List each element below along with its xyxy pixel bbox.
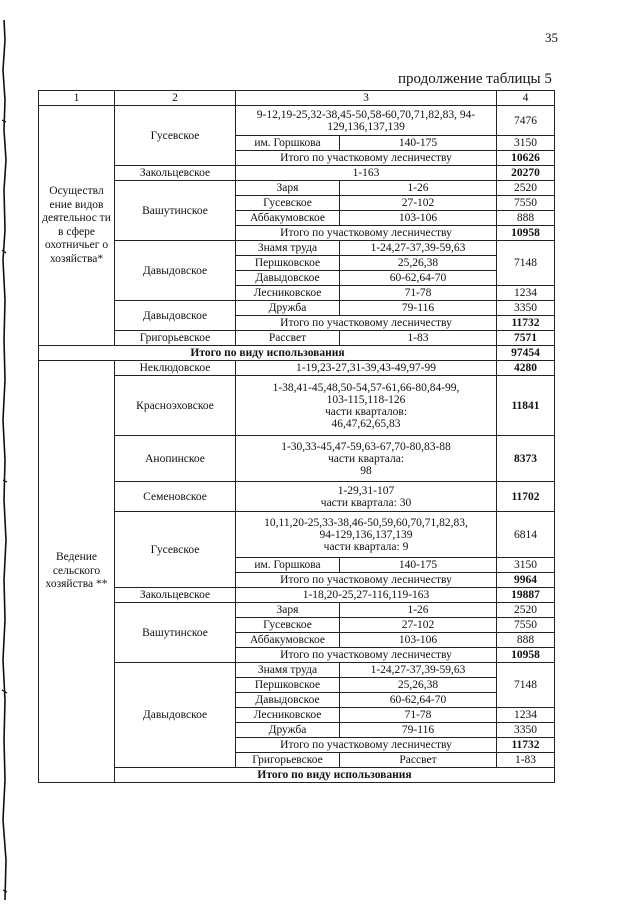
table-row bbox=[39, 482, 555, 512]
quarters: 60-62,64-70 bbox=[340, 693, 497, 708]
subtotal-label: Итого по участковому лесничеству bbox=[236, 226, 497, 241]
sub-district: Давыдовское bbox=[236, 271, 340, 286]
area-value: 1234 bbox=[497, 286, 555, 301]
area-value: 3350 bbox=[497, 723, 555, 738]
subtotal-value: 10958 bbox=[497, 226, 555, 241]
table-row bbox=[39, 436, 555, 482]
forest-use-table bbox=[38, 90, 555, 783]
table-row bbox=[39, 512, 555, 558]
quarters: 60-62,64-70 bbox=[340, 271, 497, 286]
quarters: 27-102 bbox=[340, 196, 497, 211]
district-name: Григорьевское bbox=[236, 753, 340, 768]
quarters: 25,26,38 bbox=[340, 678, 497, 693]
quarters: 71-78 bbox=[340, 708, 497, 723]
table-row bbox=[39, 166, 555, 181]
area-value: 3150 bbox=[497, 136, 555, 151]
area-value: 2520 bbox=[497, 181, 555, 196]
area-value: 19887 bbox=[497, 588, 555, 603]
area-value: 20270 bbox=[497, 166, 555, 181]
quarters: 1-83 bbox=[497, 753, 555, 768]
quarters-line: части кварталов: bbox=[324, 405, 408, 418]
sub-district: им. Горшкова bbox=[236, 558, 340, 573]
sub-district: Першковское bbox=[236, 678, 340, 693]
header-col-1: 1 bbox=[39, 91, 115, 106]
sub-district: Давыдовское bbox=[236, 693, 340, 708]
quarters-line: 103-115,118-126 bbox=[326, 393, 406, 406]
area-value: 2520 bbox=[497, 603, 555, 618]
quarters-line: части квартала: 9 bbox=[323, 540, 409, 553]
area-value: 7550 bbox=[497, 618, 555, 633]
sub-district: им. Горшкова bbox=[236, 136, 340, 151]
subtotal-value: 10626 bbox=[497, 151, 555, 166]
sub-district: Заря bbox=[236, 181, 340, 196]
table-row bbox=[39, 588, 555, 603]
quarters: 1-163 bbox=[236, 166, 497, 181]
subtotal-value: 11732 bbox=[497, 316, 555, 331]
table-continuation-caption: продолжение таблицы 5 bbox=[398, 71, 552, 87]
quarters: 1-18,20-25,27-116,119-163 bbox=[236, 588, 497, 603]
sub-district: Лесниковское bbox=[236, 708, 340, 723]
quarters: 25,26,38 bbox=[340, 256, 497, 271]
section-total-label: Итого по виду использования bbox=[39, 346, 497, 361]
subtotal-label: Итого по участковому лесничеству bbox=[236, 648, 497, 663]
quarters bbox=[236, 482, 497, 512]
district-name: Вашутинское bbox=[115, 181, 236, 241]
district-name: Семеновское bbox=[115, 482, 236, 512]
quarters: 9-12,19-25,32-38,45-50,58-60,70,71,82,83, 94-129,136,137,139 bbox=[236, 106, 497, 136]
table-row bbox=[39, 376, 555, 436]
area-value: 11841 bbox=[497, 376, 555, 436]
area-value: 6814 bbox=[497, 512, 555, 558]
area-value: 7571 bbox=[497, 331, 555, 346]
quarters-line: 1-30,33-45,47-59,63-67,70-80,83-88 bbox=[281, 440, 451, 453]
quarters bbox=[236, 436, 497, 482]
area-value: 3150 bbox=[497, 558, 555, 573]
table-row bbox=[39, 346, 555, 361]
district-name: Закольцевское bbox=[115, 588, 236, 603]
sub-district: Рассвет bbox=[340, 753, 497, 768]
quarters: 140-175 bbox=[340, 136, 497, 151]
sub-district: Дружба bbox=[236, 301, 340, 316]
header-col-4: 4 bbox=[497, 91, 555, 106]
district-name: Красноэховское bbox=[115, 376, 236, 436]
quarters: 71-78 bbox=[340, 286, 497, 301]
table-row bbox=[39, 768, 555, 783]
sub-district: Гусевское bbox=[236, 618, 340, 633]
area-value: 7148 bbox=[497, 241, 555, 286]
sub-district: Першковское bbox=[236, 256, 340, 271]
district-name: Давыдовское bbox=[115, 241, 236, 301]
header-col-3: 3 bbox=[236, 91, 497, 106]
district-name: Гусевское bbox=[115, 106, 236, 166]
area-value: 7476 bbox=[497, 106, 555, 136]
subtotal-value: 10958 bbox=[497, 648, 555, 663]
district-name: Закольцевское bbox=[115, 166, 236, 181]
quarters: 103-106 bbox=[340, 633, 497, 648]
quarters bbox=[236, 376, 497, 436]
quarters-line: части квартала: bbox=[327, 452, 405, 465]
section-total-value: 97454 bbox=[497, 346, 555, 361]
table-row bbox=[39, 603, 555, 618]
area-value: 7550 bbox=[497, 196, 555, 211]
quarters: 1-24,27-37,39-59,63 bbox=[340, 663, 497, 678]
quarters: 1-26 bbox=[340, 603, 497, 618]
district-name: Анопинское bbox=[115, 436, 236, 482]
binding-edge-marks bbox=[0, 0, 10, 905]
district-name: Давыдовское bbox=[115, 663, 236, 768]
quarters-line: части квартала: 30 bbox=[320, 496, 412, 509]
quarters: 79-116 bbox=[340, 301, 497, 316]
subtotal-label: Итого по участковому лесничеству bbox=[236, 573, 497, 588]
quarters: 1-83 bbox=[340, 331, 497, 346]
area-value: 7148 bbox=[497, 663, 555, 708]
section-total-label: Итого по виду использования bbox=[115, 768, 555, 783]
quarters bbox=[236, 512, 497, 558]
sub-district: Знамя труда bbox=[236, 663, 340, 678]
table-row bbox=[39, 663, 555, 678]
quarters: 1-26 bbox=[340, 181, 497, 196]
activity-type-agriculture: Ведение сельского хозяйства ** bbox=[39, 361, 115, 783]
subtotal-value: 11732 bbox=[497, 738, 555, 753]
subtotal-value: 9964 bbox=[497, 573, 555, 588]
page-number: 35 bbox=[545, 30, 558, 45]
sub-district: Заря bbox=[236, 603, 340, 618]
district-name: Давыдовское bbox=[115, 301, 236, 331]
sub-district: Аббакумовское bbox=[236, 211, 340, 226]
sub-district: Лесниковское bbox=[236, 286, 340, 301]
district-name: Гусевское bbox=[115, 512, 236, 588]
table-row bbox=[39, 301, 555, 316]
quarters: 1-19,23-27,31-39,43-49,97-99 bbox=[236, 361, 497, 376]
sub-district: Гусевское bbox=[236, 196, 340, 211]
subtotal-label: Итого по участковому лесничеству bbox=[236, 316, 497, 331]
area-value: 1234 bbox=[497, 708, 555, 723]
table-row bbox=[39, 331, 555, 346]
district-name: Вашутинское bbox=[115, 603, 236, 663]
sub-district: Рассвет bbox=[236, 331, 340, 346]
sub-district: Аббакумовское bbox=[236, 633, 340, 648]
sub-district: Дружба bbox=[236, 723, 340, 738]
quarters-line: 1-29,31-107 bbox=[337, 484, 395, 497]
subtotal-label: Итого по участковому лесничеству bbox=[236, 738, 497, 753]
area-value: 8373 bbox=[497, 436, 555, 482]
table-row bbox=[39, 361, 555, 376]
quarters-line: 46,47,62,65,83 bbox=[331, 417, 401, 430]
area-value: 11702 bbox=[497, 482, 555, 512]
quarters: 79-116 bbox=[340, 723, 497, 738]
table-row bbox=[39, 106, 555, 136]
quarters: 140-175 bbox=[340, 558, 497, 573]
header-col-2: 2 bbox=[115, 91, 236, 106]
quarters: 1-24,27-37,39-59,63 bbox=[340, 241, 497, 256]
activity-type-hunting: Осуществл ение видов деятельнос ти в сфере охотничьег о хозяйства* bbox=[39, 106, 115, 346]
quarters: 27-102 bbox=[340, 618, 497, 633]
quarters-line: 98 bbox=[360, 464, 372, 477]
district-name: Неклюдовское bbox=[115, 361, 236, 376]
subtotal-label: Итого по участковому лесничеству bbox=[236, 151, 497, 166]
quarters-line: 94-129,136,137,139 bbox=[319, 528, 413, 541]
quarters-line: 10,11,20-25,33-38,46-50,59,60,70,71,82,83, bbox=[264, 516, 468, 529]
table-row bbox=[39, 241, 555, 256]
district-name: Григорьевское bbox=[115, 331, 236, 346]
area-value: 888 bbox=[497, 633, 555, 648]
area-value: 4280 bbox=[497, 361, 555, 376]
quarters: 103-106 bbox=[340, 211, 497, 226]
header-row bbox=[39, 91, 555, 106]
area-value: 3350 bbox=[497, 301, 555, 316]
sub-district: Знамя труда bbox=[236, 241, 340, 256]
table-row bbox=[39, 181, 555, 196]
area-value: 888 bbox=[497, 211, 555, 226]
quarters-line: 1-38,41-45,48,50-54,57-61,66-80,84-99, bbox=[272, 381, 460, 394]
